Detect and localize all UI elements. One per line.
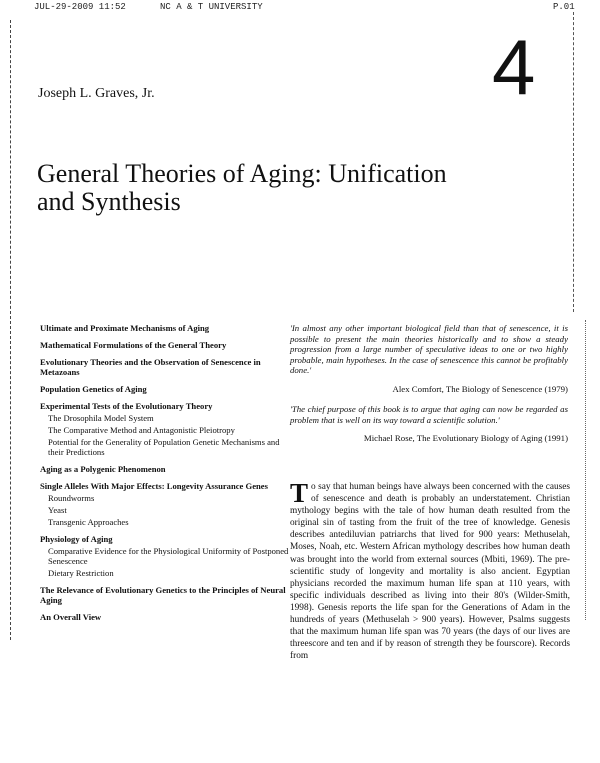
outline-item: Transgenic Approaches xyxy=(48,517,129,527)
epigraph-attribution: Alex Comfort, The Biology of Senescence (1979) xyxy=(392,383,568,394)
scan-margin-mark xyxy=(10,20,12,640)
outline-item: An Overall View xyxy=(40,612,102,622)
epigraph-quote: 'In almost any other important biological field than that of senescence, it is possible to present the main theories historically and to show a steady progression from a large number of speculative ideas to one or two highly probable, main hypotheses. In the case of senescence this cannot be profitably done.' xyxy=(290,323,568,375)
outline-item: Population Genetics of Aging xyxy=(40,384,147,394)
chapter-number: 4 xyxy=(492,23,536,111)
fax-page: P.01 xyxy=(553,2,575,12)
outline-item: Comparative Evidence for the Physiological Uniformity of Postponed Senescence xyxy=(48,546,289,566)
outline-item: Aging as a Polygenic Phenomenon xyxy=(40,464,166,474)
author: Joseph L. Graves, Jr. xyxy=(38,86,155,101)
outline-item: Ultimate and Proximate Mechanisms of Aging xyxy=(40,323,210,333)
chapter-outline xyxy=(40,323,290,622)
fax-date-time: JUL-29-2009 11:52 xyxy=(34,2,126,12)
scan-margin-mark xyxy=(573,12,575,312)
chapter-title: General Theories of Aging: Unification and Synthesis xyxy=(37,159,447,216)
outline-item: Yeast xyxy=(48,505,67,515)
epigraphs xyxy=(290,323,568,454)
body-paragraph: o say that human beings have always been concerned with the causes of senescence and death is probably an understatement. Christian mythology begins with the tale of how human death resulted from the original sin of tasting from the fruit of the tree of knowledge. Genesis describes antediluvian patriarchs that lived for 900 years: Methuselah, Moses, Noah, etc. Western African mythology describes how human death was brought into the world from external sources (Mbiti, 1969). The pre-scientific study of longevity and mortality is also ancient. Egyptian physicians recorded the maximum human life span at 110 years, with specific individuals described as living into their 80's (Wilder-Smith, 1998). Genesis reports the life span for the Generations of Adam in the hundreds of years (Methuselah > 900 years). However, Psalms suggests that the maximum human life span was 70 years (the days of our lives are threescore and ten and if by reason of strength they be fourscore). Records from xyxy=(290,482,570,662)
outline-item: Experimental Tests of the Evolutionary Theory xyxy=(40,401,213,411)
outline-item: The Relevance of Evolutionary Genetics to the Principles of Neural Aging xyxy=(40,585,286,605)
outline-item: Evolutionary Theories and the Observation of Senescence in Metazoans xyxy=(40,357,261,377)
outline-item: Single Alleles With Major Effects: Longevity Assurance Genes xyxy=(40,481,268,491)
outline-item: Potential for the Generality of Population Genetic Mechanisms and their Predictions xyxy=(48,437,280,457)
epigraph-attribution: Michael Rose, The Evolutionary Biology of Aging (1991) xyxy=(363,433,568,443)
outline-item: The Drosophila Model System xyxy=(48,413,154,423)
outline-item: Dietary Restriction xyxy=(48,568,114,578)
scan-margin-mark xyxy=(585,320,587,620)
body-text xyxy=(290,478,570,662)
outline-item: The Comparative Method and Antagonistic Pleiotropy xyxy=(48,425,235,435)
fax-sender: NC A & T UNIVERSITY xyxy=(160,2,263,12)
outline-item: Physiology of Aging xyxy=(40,534,113,544)
epigraph-quote: 'The chief purpose of this book is to argue that aging can now be regarded as problem that is well on its way toward a scientific solution.' xyxy=(290,404,568,425)
outline-item: Roundworms xyxy=(48,493,95,503)
outline-item: Mathematical Formulations of the General Theory xyxy=(40,340,227,350)
drop-cap: T xyxy=(290,478,309,508)
